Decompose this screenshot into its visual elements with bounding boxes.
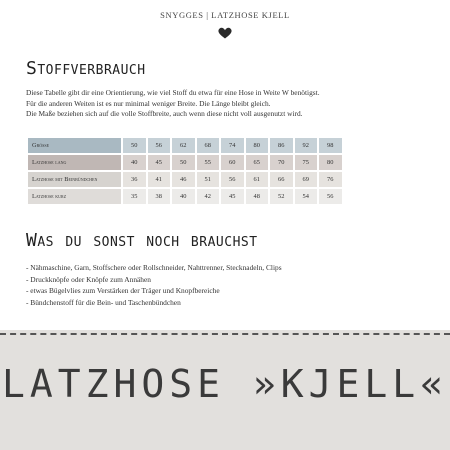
size-cell: 98 [319,138,342,153]
description-line: Für die anderen Weiten ist es nur minimal weniger Breite. Die Länge bleibt gleich. [26,98,271,108]
value-cell: 69 [295,172,318,187]
list-item: - Bündchenstoff für die Bein- und Taschenbündchen [26,297,181,307]
value-cell: 48 [246,189,269,204]
value-cell: 46 [172,172,195,187]
value-cell: 45 [148,155,171,170]
size-cell: 86 [270,138,293,153]
value-cell: 61 [246,172,269,187]
value-cell: 50 [172,155,195,170]
size-cell: 56 [148,138,171,153]
table-row [28,155,342,170]
size-cell: 68 [197,138,220,153]
table-header-label: Größe [28,138,121,153]
heart-icon [218,27,232,39]
value-cell: 45 [221,189,244,204]
row-label: Latzhose kurz [28,189,121,204]
row-label: Latzhose lang [28,155,121,170]
section-title-fabric: Stoffverbrauch [26,58,146,79]
value-cell: 56 [319,189,342,204]
row-label: Latzhose mit Beinbündchen [28,172,121,187]
size-cell: 74 [221,138,244,153]
list-item: - Nähmaschine, Garn, Stoffschere oder Rollschneider, Nahttrenner, Stecknadeln, Clips [26,263,282,272]
value-cell: 41 [148,172,171,187]
supplies-list [26,262,282,308]
value-cell: 51 [197,172,220,187]
size-cell: 92 [295,138,318,153]
fabric-table [26,136,344,206]
value-cell: 40 [172,189,195,204]
value-cell: 76 [319,172,342,187]
value-cell: 35 [123,189,146,204]
value-cell: 70 [270,155,293,170]
fabric-description [26,88,426,120]
value-cell: 52 [270,189,293,204]
size-cell: 50 [123,138,146,153]
value-cell: 42 [197,189,220,204]
dashed-divider [0,333,450,335]
value-cell: 40 [123,155,146,170]
value-cell: 56 [221,172,244,187]
value-cell: 80 [319,155,342,170]
value-cell: 60 [221,155,244,170]
description-line: Diese Tabelle gibt dir eine Orientierung, wie viel Stoff du etwa für eine Hose in Weite W benötigst. [26,88,320,97]
footer-title: LATZHOSE »KJELL« [1,362,449,406]
value-cell: 55 [197,155,220,170]
table-header-row [28,138,342,153]
list-item: - Druckknöpfe oder Knöpfe zum Annähen [26,274,151,284]
value-cell: 54 [295,189,318,204]
value-cell: 38 [148,189,171,204]
value-cell: 75 [295,155,318,170]
list-item: - etwas Bügelvlies zum Verstärken der Träger und Knopfbereiche [26,286,220,295]
table-row [28,172,342,187]
value-cell: 65 [246,155,269,170]
table-row [28,189,342,204]
size-cell: 80 [246,138,269,153]
size-cell: 62 [172,138,195,153]
value-cell: 36 [123,172,146,187]
value-cell: 66 [270,172,293,187]
header-title: SNYGGES | LATZHOSE KJELL [160,10,290,20]
section-title-supplies: Was du sonst noch brauchst [26,230,258,251]
description-line: Die Maße beziehen sich auf die volle Stoffbreite, auch wenn diese nicht voll ausgenutzt wird. [26,109,303,118]
